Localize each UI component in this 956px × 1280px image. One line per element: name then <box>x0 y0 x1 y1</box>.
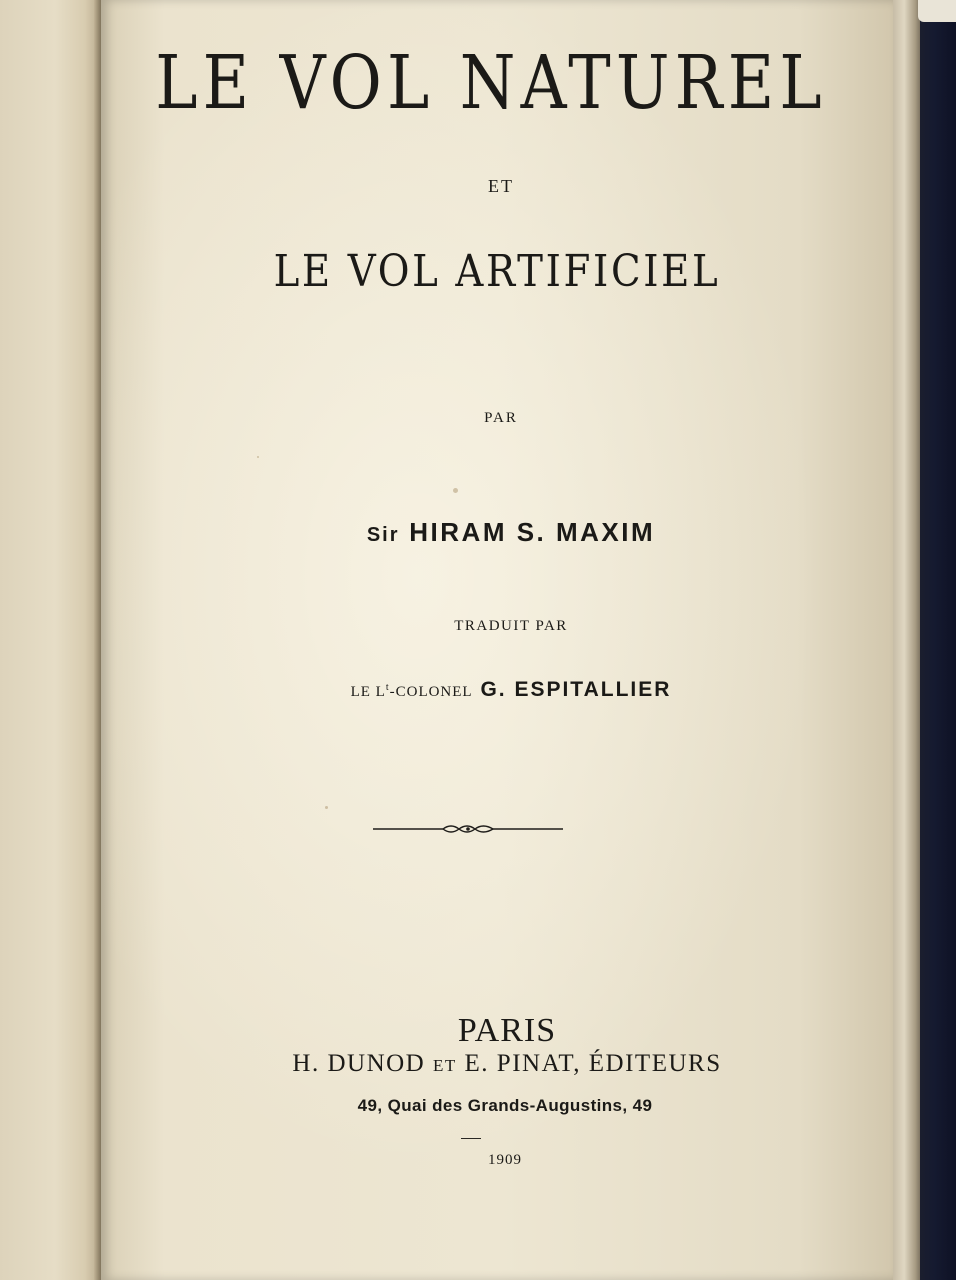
foxing-spot <box>257 456 259 458</box>
second-title: LE VOL ARTIFICIEL <box>273 246 721 297</box>
publisher-part2: E. PINAT, ÉDITEURS <box>464 1050 722 1077</box>
title-page <box>101 0 893 1280</box>
translator-rank <box>351 684 473 700</box>
translator-name: G. ESPITALLIER <box>480 678 672 701</box>
publisher-conjunction: ET <box>432 1056 457 1075</box>
translator-line <box>115 678 907 702</box>
foxing-spot <box>453 488 458 493</box>
translator-rank-sup: t <box>385 682 390 693</box>
by-line: PAR <box>484 410 518 426</box>
divider <box>461 1138 481 1139</box>
background-surface <box>918 0 956 22</box>
facing-page <box>0 0 100 1280</box>
book-cover <box>920 0 956 1280</box>
translated-by: TRADUIT PAR <box>454 618 568 634</box>
author-name: HIRAM S. MAXIM <box>409 517 656 547</box>
publisher-line <box>111 1050 903 1078</box>
foxing-spot <box>325 806 328 809</box>
translator-prefix: LE L <box>350 684 386 700</box>
publisher-part1: H. DUNOD <box>292 1050 426 1077</box>
publication-year: 1909 <box>488 1152 522 1168</box>
author-line <box>115 517 907 548</box>
ornamental-rule-icon <box>373 820 563 838</box>
publication-city: PARIS <box>457 1012 557 1049</box>
main-title: LE VOL NATUREL <box>155 40 827 126</box>
title-conjunction: ET <box>488 176 514 196</box>
translator-rank-text: -COLONEL <box>389 684 473 700</box>
publisher-address: 49, Quai des Grands-Augustins, 49 <box>357 1096 653 1115</box>
author-prefix: Sir <box>366 524 400 546</box>
